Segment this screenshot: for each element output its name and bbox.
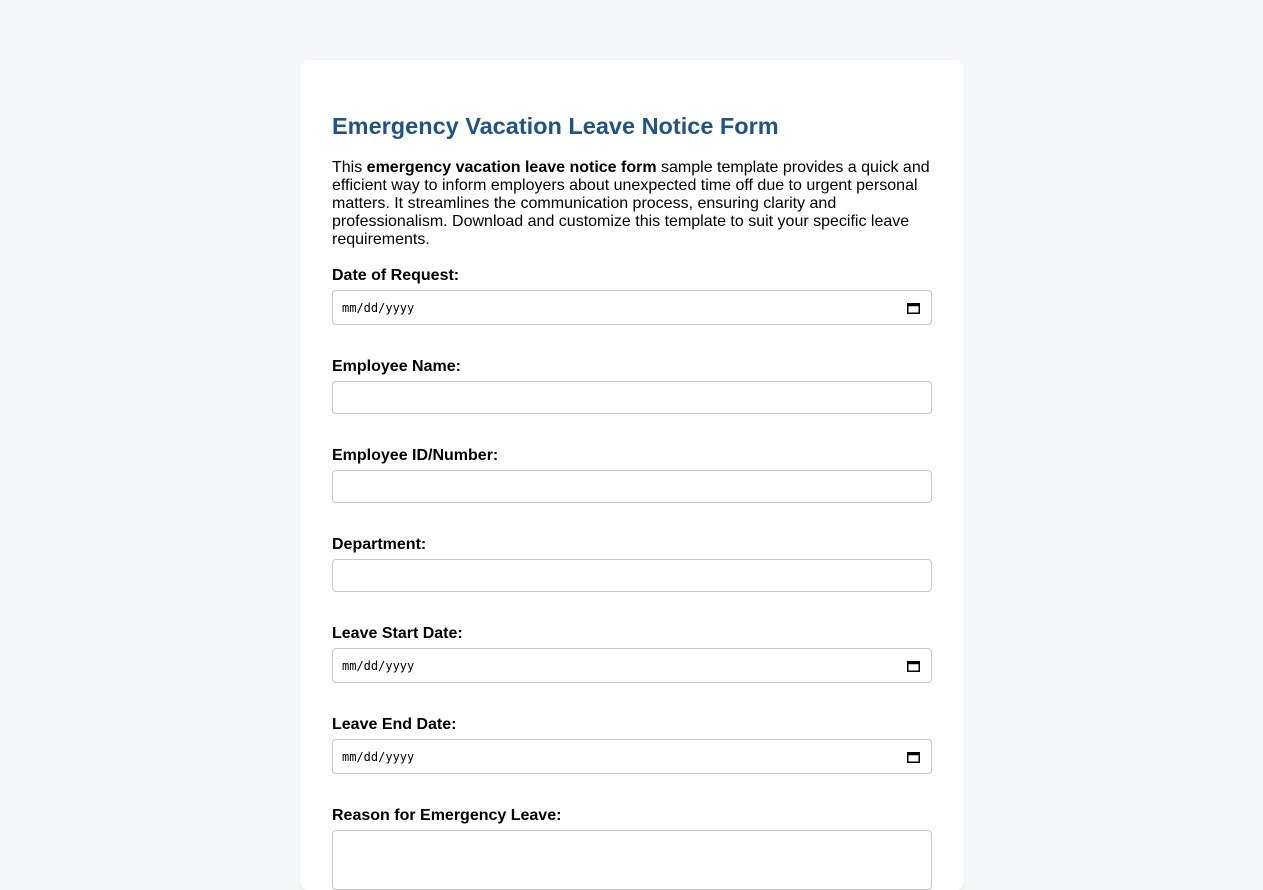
intro-suffix: sample template provides a quick and efficient way to inform employers about unexpected time off due to urgent personal matters. It streamlines the communication process, ensuring clarity and professionalism. Download and customize this template to suit your specific leave requirements. bbox=[332, 159, 930, 248]
date-of-request-placeholder: mm/dd/yyyy bbox=[342, 301, 415, 315]
department-field bbox=[332, 536, 932, 592]
employee-name-input[interactable] bbox=[332, 381, 932, 414]
form-card bbox=[300, 60, 964, 890]
leave-start-date-input[interactable] bbox=[332, 648, 932, 683]
intro-prefix: This bbox=[332, 159, 367, 176]
leave-end-date-label: Leave End Date: bbox=[332, 716, 457, 733]
employee-id-input[interactable] bbox=[332, 470, 932, 503]
reason-label: Reason for Emergency Leave: bbox=[332, 807, 562, 824]
calendar-icon[interactable] bbox=[907, 660, 920, 672]
calendar-icon[interactable] bbox=[907, 751, 920, 763]
reason-textarea[interactable] bbox=[332, 830, 932, 890]
leave-end-date-field bbox=[332, 716, 932, 774]
department-input[interactable] bbox=[332, 559, 932, 592]
intro-bold: emergency vacation leave notice form bbox=[366, 159, 657, 176]
form-intro bbox=[332, 159, 932, 249]
employee-name-label: Employee Name: bbox=[332, 358, 461, 375]
employee-id-label: Employee ID/Number: bbox=[332, 447, 499, 464]
leave-start-date-label: Leave Start Date: bbox=[332, 625, 463, 642]
employee-name-field bbox=[332, 358, 932, 414]
leave-end-date-input[interactable] bbox=[332, 739, 932, 774]
form-title: Emergency Vacation Leave Notice Form bbox=[332, 113, 779, 139]
leave-end-date-placeholder: mm/dd/yyyy bbox=[342, 750, 415, 764]
date-of-request-label: Date of Request: bbox=[332, 267, 460, 284]
date-of-request-input[interactable] bbox=[332, 290, 932, 325]
department-label: Department: bbox=[332, 536, 427, 553]
leave-start-date-placeholder: mm/dd/yyyy bbox=[342, 659, 415, 673]
employee-id-field bbox=[332, 447, 932, 503]
leave-start-date-field bbox=[332, 625, 932, 683]
calendar-icon[interactable] bbox=[907, 302, 920, 314]
date-of-request-field bbox=[332, 267, 932, 325]
reason-field bbox=[332, 807, 932, 890]
